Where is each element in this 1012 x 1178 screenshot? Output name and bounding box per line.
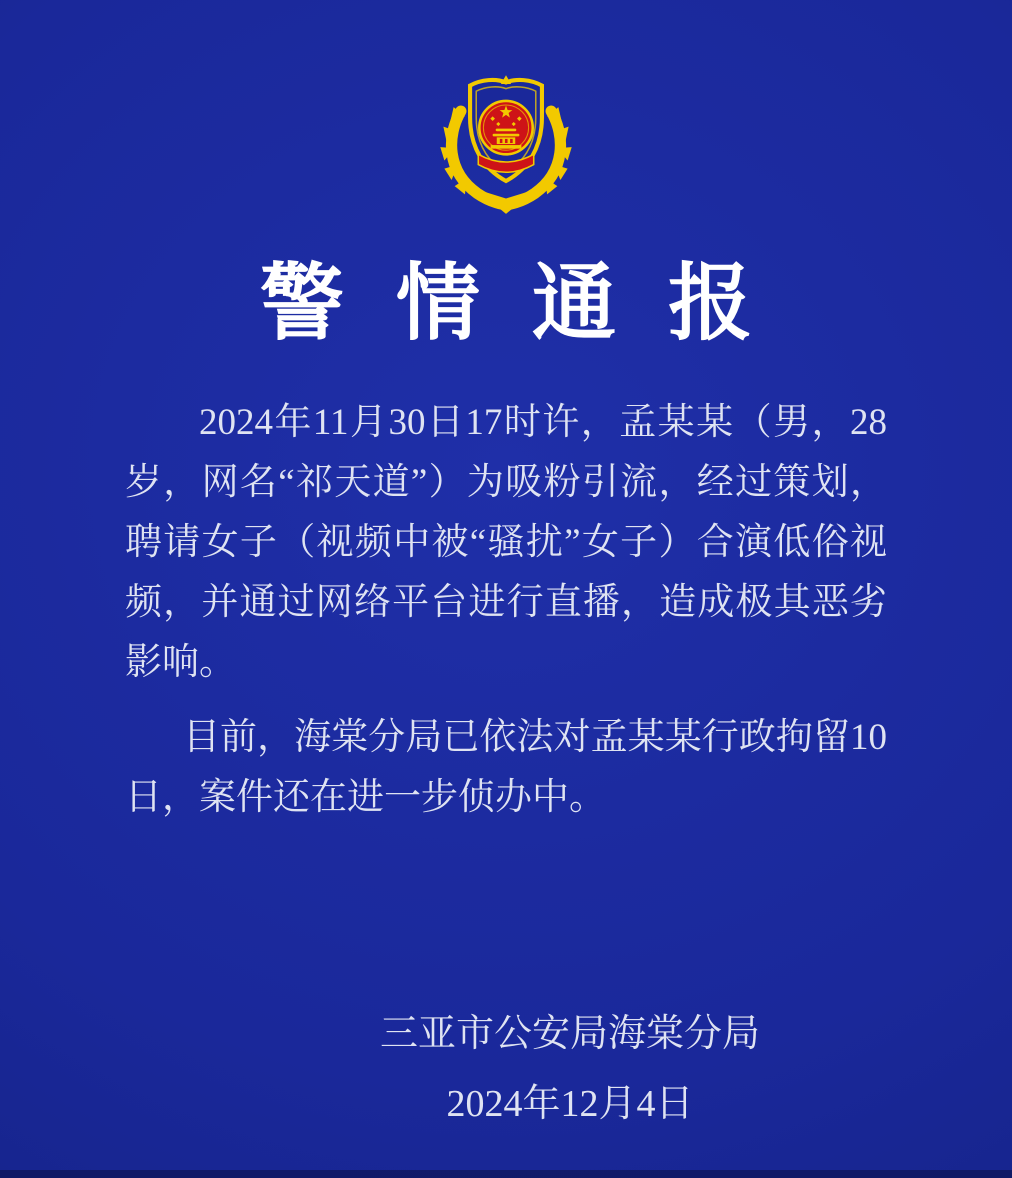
notice-paragraph-2: 目前，海棠分局已依法对孟某某行政拘留10日，案件还在进一步侦办中。: [125, 717, 887, 818]
police-badge-icon: [429, 70, 583, 215]
notice-footer: [64, 1014, 1012, 1124]
notice-body: [125, 393, 887, 828]
notice-paragraph-1: 2024年11月30日17时许，孟某某（男，28岁，网名“祁天道”）为吸粉引流，经过策划，聘请女子（视频中被“骚扰”女子）合演低俗视频，并通过网络平台进行直播，造成极其恶劣影响。: [125, 402, 887, 683]
badge-national-emblem: [479, 101, 532, 154]
notice-title: 警情通报: [259, 258, 805, 351]
issue-date: 2024年12月4日: [446, 1083, 694, 1125]
issuing-authority: 三亚市公安局海棠分局: [379, 1013, 760, 1055]
